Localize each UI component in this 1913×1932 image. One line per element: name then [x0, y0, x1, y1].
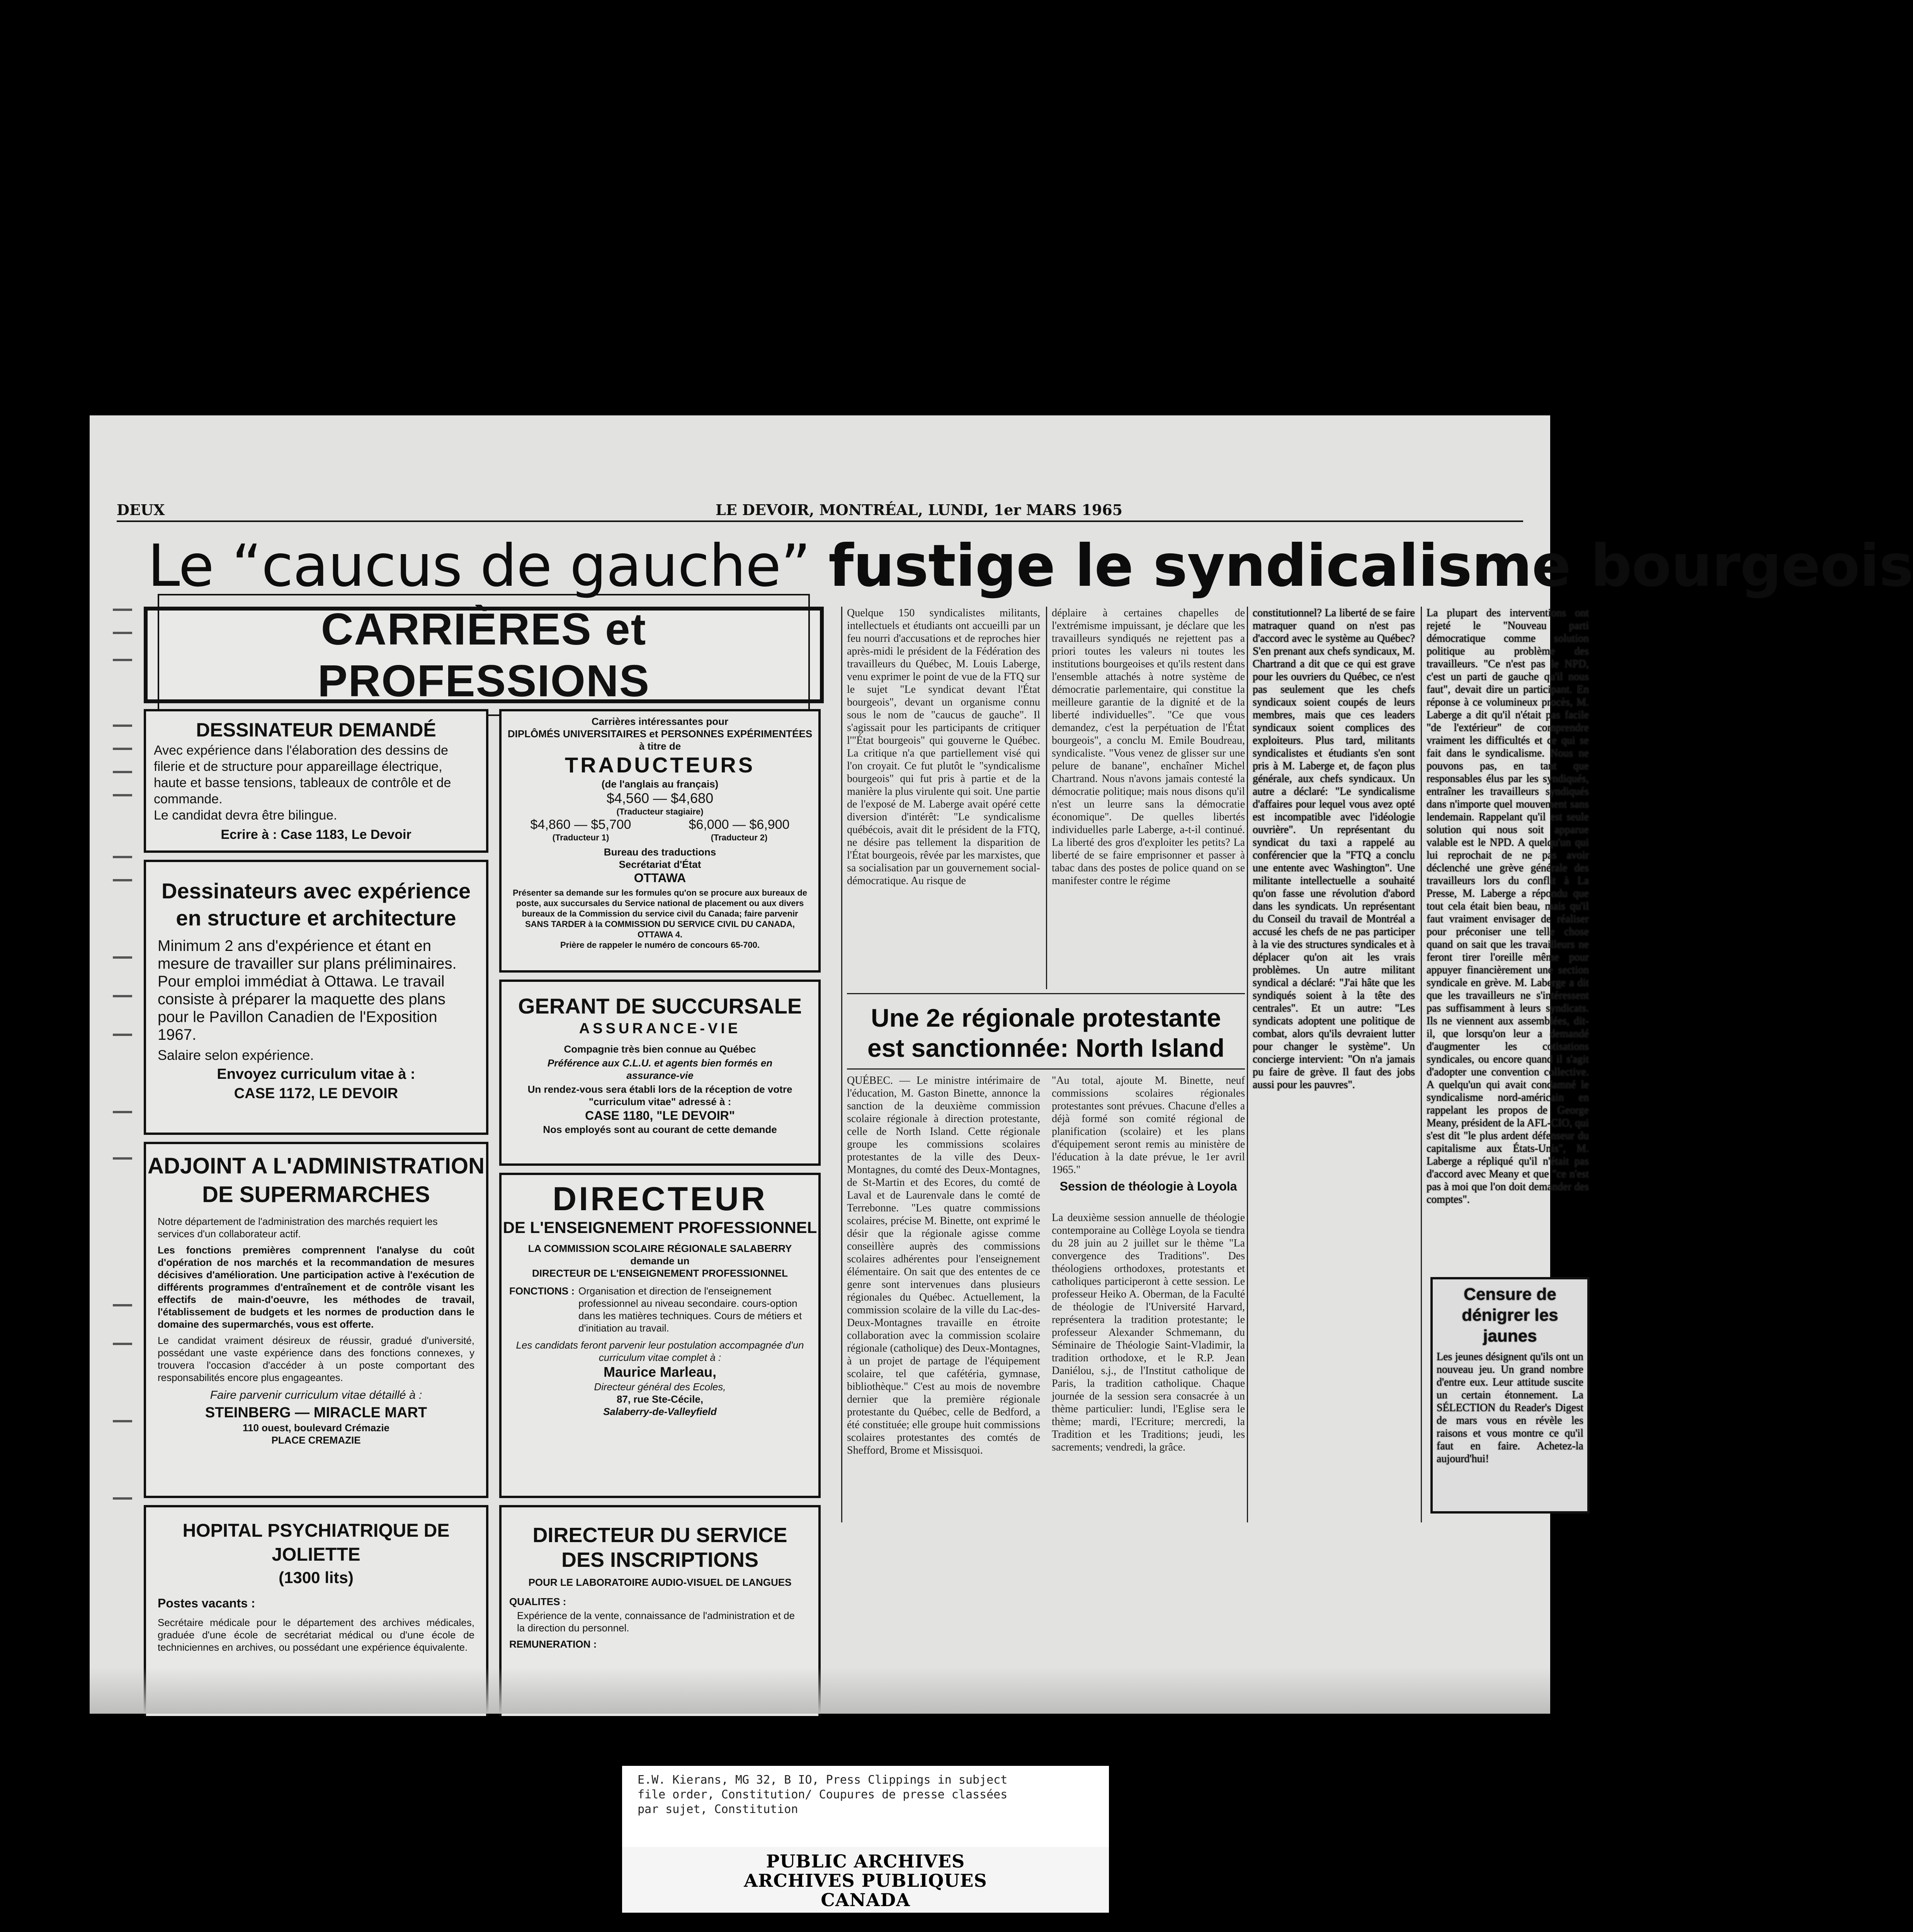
ad-adjoint-contact-2: STEINBERG — MIRACLE MART [205, 1405, 427, 1421]
ad-directeur-candidats: Les candidats feront parvenir leur postulation accompagnée d'un curriculum vitae complet à : [516, 1339, 804, 1363]
ad-traducteurs-bureau-2: Secrétariat d'État [619, 859, 701, 870]
ad-adjoint-body-1: Notre département de l'administration des marchés requiert les services d'un collaborateur actif. [158, 1216, 438, 1240]
ad-gerant-case: CASE 1180, "LE DEVOIR" [585, 1109, 735, 1122]
archive-stamp-line-3: CANADA [821, 1889, 910, 1910]
ad-dessinateur-title: DESSINATEUR DEMANDÉ [196, 719, 436, 741]
ad-hopital-postes: Postes vacants : [158, 1596, 255, 1610]
ad-traducteurs-concours: Prière de rappeler le numéro de concours 65-700. [560, 940, 760, 950]
ad-adjoint-title-1: ADJOINT A L'ADMINISTRATION [148, 1153, 485, 1179]
ad-gerant-sub: ASSURANCE-VIE [579, 1020, 741, 1037]
article-second-col-2b: La deuxième session annuelle de théologie contemporaine au Collège Loyola se tiendra du 28 juin au 2 juillet sur le thème "La convergence des Traditions". Des théologiens orthodoxes, protestants et catholiques participeront à cette session. Le professeur Heiko A. Oberman, de la Faculté de théologie de l'Université Harvard, représentera la tradition protestante; le professeur Alexander Schmemann, du Séminaire de Théologie Saint-Vladimir, la tradition orthodoxe, et le R.P. Jean Daniélou, s.j., de l'Institut catholique de Paris, la tradition catholique. Chaque journée de la session sera consacrée à un thème particulier: lundi, l'Eglise sera le thème; mardi, l'Ecriture; mercredi, la Tradition et les Traditions; jeudi, les sacrements; vendredi, la grâce. [1052, 1212, 1245, 1453]
archive-label-line-2: file order, Constitution/ Coupures de presse classées [638, 1788, 1008, 1801]
ad-traducteurs-salary-1: $4,560 — $4,680 [606, 790, 714, 806]
ad-traducteurs-salary-1-note: (Traducteur stagiaire) [616, 807, 704, 816]
headline-part-1: Le “caucus de gauche” [148, 532, 829, 600]
ad-hopital-body: Secrétaire médicale pour le département des archives médicales, graduée d'une école de secrétariat médical ou d'une école de techniciennes en archives, ou possédant une expérience équivalente. [158, 1617, 474, 1653]
ad-dessinateur-body: Avec expérience dans l'élaboration des dessins de filerie et de structure pour appareillage électrique, haute et basse tensions, tableaux de contrôle et de commande. [154, 743, 451, 806]
archive-label-line-3: par sujet, Constitution [638, 1803, 798, 1816]
ad-dessinateur [144, 709, 488, 853]
ad-adjoint-contact-3: 110 ouest, boulevard Crémazie [242, 1422, 390, 1434]
ad-dessinateurs [144, 860, 488, 1135]
ad-traducteurs-body: Présenter sa demande sur les formules qu'on se procure aux bureaux de poste, aux succursales du Service national de placement ou aux divers bureaux de la Commission du service civil du Canada; faire parvenir SANS TARDER à la COMMISSION DU SERVICE CIVIL DU CANADA, OTTAWA 4. [512, 888, 808, 939]
sidebar-box-title: Censure de dénigrer les jaunes [1462, 1285, 1558, 1345]
newspaper-page [90, 415, 1913, 1714]
article-main-col-4: La plupart des interventions ont rejeté le "Nouveau parti démocratique comme solution politique au problème des travailleurs. "Ce n'est pas le NPD, c'est un parti de gauche qu'il nous faut", devait dire un participant. En réponse à ce volumineux procès, M. Laberge a dit qu'il n'était pas facile "de l'extérieur" de comprendre vraiment les difficultés et ce qui se fait dans le syndicalisme. Nous ne pouvons pas, en tant que responsables élus par les syndiqués, entraîner les travailleurs syndiqués dans n'importe quel mouvement sans lendemain. Rappelant qu'il est seule solution qui nous soit apparue valable est le NPD. A quelqu'un qui lui reprochait de ne pas avoir déclenché une grève générale des travailleurs lors du conflit à La Presse, M. Laberge a répondu que tout cela était bien beau, mais qu'il faut vraiment envisager de réaliser pour préconiser une telle chose quand on sait que les travailleurs ne feront tirer l'oreille même pour appuyer financièrement une section syndicale en grève. M. Laberge a dit que les travailleurs ne s'intéressent pas suffisamment à leurs syndicats. Ils ne viennent aux assemblées, dit-il, que lorsqu'on leur a demandé d'augmenter les cotisations syndicales, ou encore quand il s'agit d'adopter une convention collective. A quelqu'un qui avait condamné le syndicalisme nord-américain en rappelant les propos de George Meany, président de la AFL-CIO, qui s'est dit "le plus ardent défenseur du capitalisme aux États-Unis", M. Laberge a répliqué qu'il n'était pas d'accord avec Meany et que "ce n'est pas à moi que l'on doit demander des comptes". [1427, 607, 1589, 1206]
careers-banner [144, 604, 824, 706]
ad-directeur-addr-2: Salaberry-de-Valleyfield [603, 1406, 717, 1417]
ad-directeur-org: LA COMMISSION SCOLAIRE RÉGIONALE SALABERRY [528, 1243, 792, 1254]
ad-traducteurs-line-1: Carrières intéressantes pour [591, 716, 729, 727]
article-second-col-2: "Au total, ajoute M. Binette, neuf commissions scolaires régionales protestantes sont prévues. Chacune d'elles a déjà formé son comité régional de planification (scolaire) et les plans d'équipement seront remis au ministère de l'éducation à la date prévue, le 1er avril 1965." [1052, 1075, 1245, 1176]
ad-traducteurs-sub: (de l'anglais au français) [601, 778, 719, 790]
article-second-title-2: est sanctionnée: North Island [867, 1034, 1225, 1062]
ad-dessinateurs-title-2: en structure et architecture [176, 906, 456, 930]
careers-banner-title: CARRIÈRES et PROFESSIONS [158, 594, 810, 716]
ad-directeur-addr-1: 87, rue Ste-Cécile, [617, 1393, 703, 1405]
ad-directeur-title-2: DE L'ENSEIGNEMENT PROFESSIONNEL [503, 1218, 817, 1236]
sidebar-box [1430, 1277, 1590, 1514]
ad-dessinateur-contact: Ecrire à : Case 1183, Le Devoir [221, 827, 412, 842]
archive-label-line-1: E.W. Kierans, MG 32, B IO, Press Clippings in subject [638, 1773, 1008, 1787]
ad-dessinateurs-body: Minimum 2 ans d'expérience et étant en mesure de travailler sur plans préliminaires. Pour emploi immédiat à Ottawa. Le travail consiste à préparer la maquette des plans pour le Pavillon Canadien de l'Exposition 1967. [158, 937, 457, 1043]
ad-inscriptions-qual-label: QUALITES : [509, 1596, 566, 1607]
ad-traducteurs-title: TRADUCTEURS [565, 753, 755, 777]
ad-traducteurs-line-3: à titre de [639, 740, 681, 752]
ad-gerant-note: Nos employés sont au courant de cette demande [543, 1124, 777, 1135]
ad-gerant-line-3: Un rendez-vous sera établi lors de la réception de votre "curriculum vitae" adressé à : [527, 1083, 792, 1107]
paper-dateline: LE DEVOIR, MONTRÉAL, LUNDI, 1er MARS 1965 [716, 501, 1123, 519]
masthead [117, 501, 1523, 522]
ad-directeur-fonctions: Organisation et direction de l'enseignement professionnel au niveau secondaire. cours-option dans les matières techniques. Cours de métiers et d'initiation au travail. [578, 1285, 802, 1334]
ad-directeur-fonctions-label: FONCTIONS : [509, 1285, 575, 1297]
column-rule [1247, 607, 1248, 1522]
ad-adjoint-body-3: Le candidat vraiment désireux de réussir, gradué d'université, possédant une vaste expérience dans des fonctions connexes, y trouvera l'occasion d'accéder à un poste comportant des responsabilités encore plus engageantes. [158, 1335, 474, 1383]
ad-adjoint-body-2: Les fonctions premières comprennent l'analyse du coût d'opération de nos marchés et la recommandation de mesures décisives d'amélioration. Une participation active à l'exécution de différents programmes d'entraînement et de contrôle visant les effectifs de main-d'oeuvre, les méthodes de travail, l'établissement de budgets et les normes de production dans le domaine des supermarchés, vous est offerte. [158, 1244, 474, 1330]
ad-inscriptions-sub: POUR LE LABORATOIRE AUDIO-VISUEL DE LANGUES [528, 1577, 792, 1588]
article-rule [847, 993, 1245, 994]
ad-dessinateurs-contact-2: CASE 1172, LE DEVOIR [234, 1085, 398, 1102]
ad-dessinateurs-contact-1: Envoyez curriculum vitae à : [217, 1066, 415, 1082]
ad-hopital-title: HOPITAL PSYCHIATRIQUE DE JOLIETTE [182, 1520, 450, 1565]
ad-traducteurs-salary-2a-note: (Traducteur 1) [552, 833, 609, 842]
ad-directeur-title-1: DIRECTEUR [553, 1180, 767, 1218]
article-main-col-3: constitutionnel? La liberté de se faire matraquer quand on n'est pas d'accord avec le système au Québec? S'en prenant aux chefs syndicaux, M. Chartrand a dit que ce qui est grave pour les ouvriers du Québec, ce n'est pas seulement que les chefs syndicaux soient coupés de leurs membres, mais que ces leaders syndicaux soient complices des exploiteurs. Plus tard, militants syndicalistes et étudiants s'en sont pris à M. Laberge et, de façon plus générale, aux chefs syndicaux. Un autre a déclaré: "Le syndicalisme d'affaires pour lequel vous avez opté est incompatible avec l'idéologie ouvrière". Un représentant du syndicat du taxi a rappelé au conférencier que la "FTQ a conclu une entente avec Washington". Une militante intellectuelle a souhaité qu'on fasse une révolution d'abord dans les syndicats. Un représentant du Conseil du travail de Montréal a accusé les chefs de ne pas participer à la vie des structures syndicales et à déplacer qu'on ait les vrais problèmes. Un autre militant syndical a déclaré: "J'ai hâte que les syndiqués soient à la tête des centrales". Et un autre: "Les syndicats adoptent une politique de combat, alors qu'ils devraient lutter pour changer le système". Un concierge intervient: "On n'a jamais pu faire de grève. Il faut des jobs aussi pour les pauvres". [1253, 607, 1415, 1091]
ad-inscriptions-remun-label: REMUNERATION : [509, 1638, 597, 1650]
article-main-col-1: Quelque 150 syndicalistes militants, intellectuels et étudiants ont accueilli par un feu nourri d'accusations et de reproches hier après-midi le président de la Fédération des travailleurs du Québec, M. Louis Laberge, venu exprimer le point de vue de la FTQ sur le sujet "Le syndicat devant l'État bourgeois", devant un organisme connu sous le nom de "caucus de gauche". Il s'agissait pour les participants de critiquer l'"État bourgeois" qui gouverne le Québec. La critique n'a que partiellement visé qui l'on croyait. Ce fut plutôt le "syndicalisme bourgeois" qui fut pris à partie et de la manière la plus virulente qui soit. Une partie de l'exposé de M. Laberge avait opéré cette diversion d'intérêt: "Le syndicalisme québécois, avait dit le président de la FTQ, ne désire pas tellement la disparition de l'État bourgeois, rêvée par les marxistes, que sa socialisation par un gouvernement social-démocratique. Au risque de [847, 607, 1040, 887]
margin-marks [113, 609, 136, 1613]
article-rule [847, 1068, 1245, 1070]
article-second-subhead: Session de théologie à Loyola [1059, 1179, 1237, 1193]
headline-part-2: fustige le syndicalisme bourgeois [828, 532, 1913, 600]
ad-traducteurs-bureau-1: Bureau des traductions [604, 846, 716, 858]
ad-dessinateurs-title-1: Dessinateurs avec expérience [161, 879, 471, 903]
torn-edge [90, 1667, 1550, 1714]
ad-traducteurs-bureau-3: OTTAWA [634, 871, 686, 885]
ad-directeur-name-title: Directeur général des Ecoles, [594, 1381, 726, 1393]
ad-directeur-demande: demande un [630, 1255, 690, 1267]
ad-directeur-role: DIRECTEUR DE L'ENSEIGNEMENT PROFESSIONNEL [532, 1267, 788, 1279]
ad-gerant [499, 980, 821, 1166]
ad-traducteurs-line-2: DIPLÔMÉS UNIVERSITAIRES et PERSONNES EXPÉRIMENTÉES [507, 728, 813, 740]
column-rule [1421, 607, 1422, 1522]
archive-stamp-line-1: PUBLIC ARCHIVES [766, 1851, 965, 1872]
ad-adjoint [144, 1142, 488, 1498]
archive-stamp [622, 1847, 1109, 1913]
ad-dessinateurs-salary: Salaire selon expérience. [158, 1047, 314, 1063]
ad-inscriptions-qual: Expérience de la vente, connaissance de l'administration et de la direction du personnel. [517, 1610, 795, 1634]
article-second-col-1: QUÉBEC. — Le ministre intérimaire de l'éducation, M. Gaston Binette, annonce la sanction de la deuxième commission scolaire régionale à direction protestante, celle de North Island. Cette régionale groupe les commissions scolaires protestantes de la ville des Deux-Montagnes, du comté des Deux-Montagnes, de St-Martin et des Ecores, du comté de Laval et de Laurenvale dans le comté de Terrebonne. "Les quatre commissions scolaires, précise M. Binette, ont exprimé le désir que la régionale agisse comme conseillère auprès des commissions scolaires adhérentes pour l'enseignement élémentaire. On sait que des ententes de ce genre sont intervenues dans plusieurs régionales du Québec. Actuellement, la commission scolaire de la ville du Lac-des-Deux-Montagnes travaille en étroite collaboration avec la commission scolaire régionale (catholique) des Deux-Montagnes, à un projet de partage de l'équipement scolaire, tel que cafétéria, gymnase, bibliothèque." C'est au mois de novembre dernier que la première régionale protestante du Québec, celle de Bedford, a été constituée; elle groupe huit commissions scolaires protestantes des comtés de Shefford, Brome et Missisquoi. [847, 1075, 1040, 1456]
ad-traducteurs [499, 709, 821, 973]
ad-gerant-line-2: Préférence aux C.L.U. et agents bien formés en assurance-vie [547, 1057, 773, 1081]
ad-hopital-beds: (1300 lits) [279, 1568, 354, 1587]
column-rule [1046, 607, 1047, 989]
page-label: DEUX [117, 501, 165, 519]
ad-adjoint-contact-4: PLACE CREMAZIE [271, 1434, 361, 1446]
ad-directeur [499, 1173, 821, 1498]
column-rule [841, 607, 842, 1522]
ad-traducteurs-salary-2b-note: (Traducteur 2) [711, 833, 768, 842]
archive-stamp-line-2: ARCHIVES PUBLIQUES [744, 1870, 987, 1891]
ad-gerant-line-1: Compagnie très bien connue au Québec [564, 1043, 756, 1055]
ad-traducteurs-salary-2a: $4,860 — $5,700 [530, 817, 631, 832]
ad-directeur-name: Maurice Marleau, [603, 1364, 717, 1380]
ad-gerant-title: GERANT DE SUCCURSALE [518, 994, 802, 1018]
article-second-title-1: Une 2e régionale protestante [871, 1003, 1221, 1032]
ad-adjoint-title-2: DE SUPERMARCHES [202, 1182, 430, 1207]
ad-inscriptions-title-1: DIRECTEUR DU SERVICE [532, 1524, 787, 1547]
ad-traducteurs-salary-2b: $6,000 — $6,900 [689, 817, 790, 832]
archive-label [622, 1766, 1109, 1847]
sidebar-box-body: Les jeunes désignent qu'ils ont un nouveau jeu. Un grand nombre d'entre eux. Leur attitude suscite un certain étonnement. La SÉLECTION du Reader's Digest de mars vous en révèle les raisons et vous montre ce qu'il faut en faire. Achetez-la aujourd'hui! [1437, 1351, 1583, 1465]
article-main-col-2: déplaire à certaines chapelles de l'extrémisme impuissant, je déclare que les travailleurs syndiqués ne rejettent pas a priori toutes les valeurs ni toutes les institutions bourgeoises et qu'ils restent dans l'ensemble attachés à notre système de démocratie parlementaire, qui constitue la meilleure garantie de la dignité et de la liberté individuelles". "Ce que vous demandez, c'est la perpétuation de l'État bourgeois", a conclu M. Emile Boudreau, syndicaliste. "Vous venez de glisser sur une pelure de banane", enchaîner Michel Chartrand. Nous n'avons jamais contesté la démocratie politique; mais nous disons qu'il n'est un leurre sans la démocratie économique". De quelles libertés individuelles parle Laberge, a-t-il continué. La liberté des gros d'exploiter les petits? La liberté de se faire emprisonner et passer à tabac dans des postes de police quand on se manifester contre le régime [1052, 607, 1245, 887]
ad-dessinateur-note: Le candidat devra être bilingue. [154, 808, 337, 823]
ad-inscriptions-title-2: DES INSCRIPTIONS [561, 1548, 759, 1571]
ad-adjoint-contact-1: Faire parvenir curriculum vitae détaillé à : [210, 1389, 422, 1401]
